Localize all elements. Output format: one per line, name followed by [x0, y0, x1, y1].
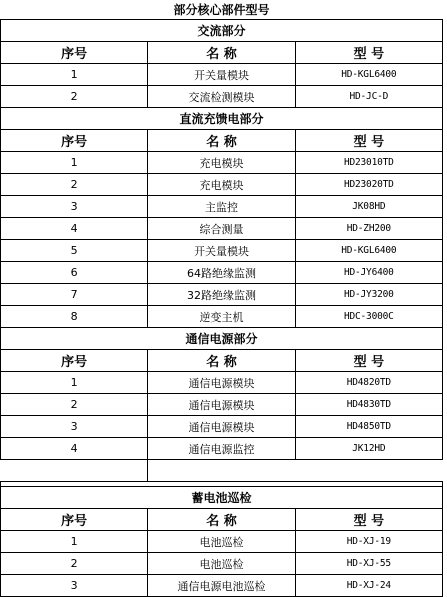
table-row [1, 531, 443, 553]
table-row [1, 262, 443, 284]
row-index: 8 [1, 306, 148, 328]
header-index: 序号 [1, 350, 148, 372]
title-row [1, 0, 443, 20]
section-title: 通信电源部分 [1, 328, 443, 350]
table-row [1, 152, 443, 174]
row-index: 1 [1, 152, 148, 174]
row-name: 综合测量 [148, 218, 295, 240]
header-model: 型 号 [295, 130, 442, 152]
row-model: HD4850TD [295, 416, 442, 438]
row-index: 3 [1, 196, 148, 218]
header-row [1, 350, 443, 372]
row-index: 5 [1, 240, 148, 262]
header-name: 名 称 [148, 42, 295, 64]
row-model: JK08HD [295, 196, 442, 218]
row-name: 充电模块 [148, 174, 295, 196]
row-index: 6 [1, 262, 148, 284]
row-name: 逆变主机 [148, 306, 295, 328]
row-name: 64路绝缘监测 [148, 262, 295, 284]
row-name: 开关量模块 [148, 64, 295, 86]
row-model: HD4820TD [295, 372, 442, 394]
row-index: 7 [1, 284, 148, 306]
row-model: HDC-3000C [295, 306, 442, 328]
header-row [1, 42, 443, 64]
row-index: 1 [1, 372, 148, 394]
table-row [1, 64, 443, 86]
empty-cell [1, 460, 148, 482]
row-model: HD-ZH200 [295, 218, 442, 240]
table-row [1, 575, 443, 597]
table-row [1, 240, 443, 262]
section-row [1, 487, 443, 509]
row-index: 4 [1, 438, 148, 460]
row-index: 2 [1, 174, 148, 196]
row-index: 2 [1, 553, 148, 575]
row-name: 通信电源模块 [148, 394, 295, 416]
row-model: HD-XJ-55 [295, 553, 442, 575]
section-row [1, 108, 443, 130]
row-index: 4 [1, 218, 148, 240]
row-name: 主监控 [148, 196, 295, 218]
section-title: 交流部分 [1, 20, 443, 42]
table-row [1, 86, 443, 108]
section-title: 直流充馈电部分 [1, 108, 443, 130]
row-model: JK12HD [295, 438, 442, 460]
row-model: HD-KGL6400 [295, 240, 442, 262]
table-row [1, 394, 443, 416]
row-index: 1 [1, 531, 148, 553]
page-title: 部分核心部件型号 [1, 0, 443, 20]
header-name: 名 称 [148, 130, 295, 152]
row-model: HD-XJ-24 [295, 575, 442, 597]
row-index: 3 [1, 416, 148, 438]
header-model: 型 号 [295, 42, 442, 64]
row-name: 通信电源模块 [148, 416, 295, 438]
empty-cell [148, 460, 443, 482]
header-row [1, 130, 443, 152]
header-index: 序号 [1, 42, 148, 64]
row-name: 通信电源模块 [148, 372, 295, 394]
row-model: HD-KGL6400 [295, 64, 442, 86]
header-index: 序号 [1, 509, 148, 531]
row-name: 通信电源监控 [148, 438, 295, 460]
empty-row [1, 460, 443, 482]
row-index: 2 [1, 86, 148, 108]
row-name: 32路绝缘监测 [148, 284, 295, 306]
row-name: 开关量模块 [148, 240, 295, 262]
row-index: 2 [1, 394, 148, 416]
table-row [1, 174, 443, 196]
row-model: HD-XJ-19 [295, 531, 442, 553]
row-model: HD4830TD [295, 394, 442, 416]
header-name: 名 称 [148, 509, 295, 531]
table-row [1, 553, 443, 575]
table-row [1, 284, 443, 306]
table-row [1, 218, 443, 240]
header-row [1, 509, 443, 531]
section-row [1, 328, 443, 350]
row-name: 交流检测模块 [148, 86, 295, 108]
row-model: HD-JC-D [295, 86, 442, 108]
table-row [1, 416, 443, 438]
table-row [1, 438, 443, 460]
row-index: 1 [1, 64, 148, 86]
table-row [1, 196, 443, 218]
row-name: 电池巡检 [148, 553, 295, 575]
section-row [1, 20, 443, 42]
row-model: HD23020TD [295, 174, 442, 196]
row-model: HD-JY3200 [295, 284, 442, 306]
row-model: HD23010TD [295, 152, 442, 174]
row-name: 电池巡检 [148, 531, 295, 553]
table-row [1, 372, 443, 394]
header-name: 名 称 [148, 350, 295, 372]
header-model: 型 号 [295, 350, 442, 372]
row-name: 通信电源电池巡检 [148, 575, 295, 597]
row-name: 充电模块 [148, 152, 295, 174]
table-row [1, 306, 443, 328]
row-model: HD-JY6400 [295, 262, 442, 284]
row-index: 3 [1, 575, 148, 597]
header-model: 型 号 [295, 509, 442, 531]
header-index: 序号 [1, 130, 148, 152]
section-title: 蓄电池巡检 [1, 487, 443, 509]
